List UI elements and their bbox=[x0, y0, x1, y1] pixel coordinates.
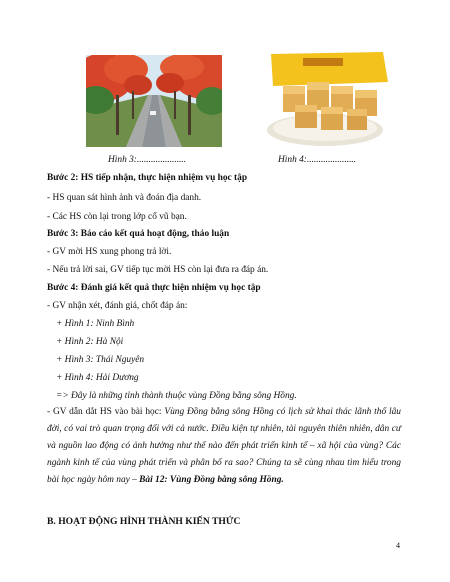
answer-hinh-3: + Hình 3: Thái Nguyên bbox=[56, 355, 145, 365]
step2-line-1: - HS quan sát hình ảnh và đoán địa danh. bbox=[47, 193, 202, 203]
intro-lead: - GV dẫn dắt HS vào bài học: bbox=[47, 407, 165, 417]
step3-line-2: - Nếu trả lời sai, GV tiếp tục mời HS còn lại đưa ra đáp án. bbox=[47, 265, 269, 275]
intro-body: Vùng Đồng bằng sông Hồng có lịch sử khai thác lãnh thổ lâu đời, có vai trò quan trọng đối với cả nước. Điều kiện tự nhiên, tài nguyên thiên nhiên, dân cư và nguồn lao động có ảnh hưởng như thế nào đến phát triển kinh tế – xã hội của vùng? Các ngành kinh tế của vùng phát triển và phân bố ra sao? Chúng ta sẽ cùng nhau tìm hiểu trong bài học ngày hôm nay – bbox=[47, 407, 401, 485]
caption-hinh-4: Hình 4:..................... bbox=[278, 155, 357, 165]
lesson-intro-paragraph bbox=[47, 404, 401, 489]
caption-hinh-3: Hình 3:..................... bbox=[108, 155, 187, 165]
intro-lesson-title: Bài 12: Vùng Đồng bằng sông Hồng. bbox=[139, 475, 284, 485]
step2-line-2: - Các HS còn lại trong lớp cổ vũ bạn. bbox=[47, 212, 187, 222]
page-number: 4 bbox=[396, 541, 400, 550]
step3-line-1: - GV mời HS xung phong trả lời. bbox=[47, 247, 172, 257]
step3-heading: Bước 3: Báo cáo kết quả hoạt động, thảo luận bbox=[47, 229, 230, 239]
step4-line-1: - GV nhận xét, đánh giá, chốt đáp án: bbox=[47, 301, 188, 311]
step4-conclusion: => Đây là những tỉnh thành thuộc vùng Đồng bằng sông Hồng. bbox=[56, 391, 297, 401]
answer-hinh-4: + Hình 4: Hải Dương bbox=[56, 373, 139, 383]
road-photo-svg bbox=[86, 55, 222, 147]
answer-hinh-1: + Hình 1: Ninh Bình bbox=[56, 319, 135, 329]
cake-photo-image bbox=[263, 52, 388, 147]
cake-photo-svg bbox=[263, 52, 388, 147]
section-b-heading: B. HOẠT ĐỘNG HÌNH THÀNH KIẾN THỨC bbox=[47, 516, 241, 527]
road-photo-image bbox=[86, 55, 222, 147]
step4-heading: Bước 4: Đánh giá kết quả thực hiện nhiệm vụ học tập bbox=[47, 283, 261, 293]
step2-heading: Bước 2: HS tiếp nhận, thực hiện nhiệm vụ học tập bbox=[47, 173, 248, 183]
answer-hinh-2: + Hình 2: Hà Nội bbox=[56, 337, 124, 347]
